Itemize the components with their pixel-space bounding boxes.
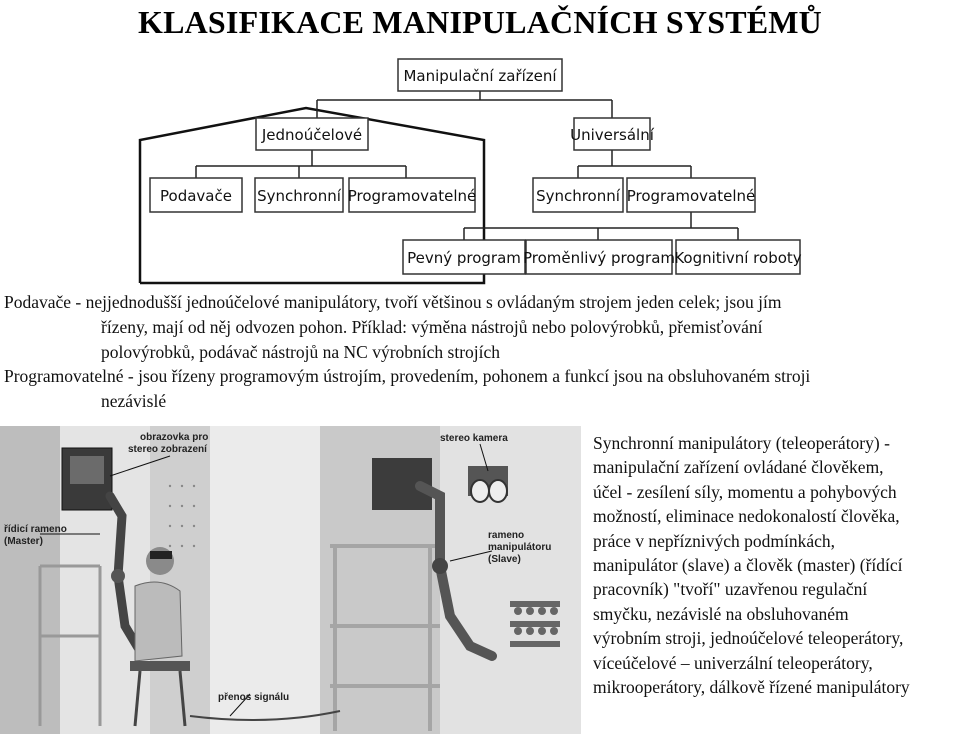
teleoperator-photo <box>0 426 581 734</box>
feeders-paragraph-line-2: řízeny, mají od něj odvozen pohon. Příklad: výměna nástrojů nebo polovýrobků, přemisťování <box>101 317 763 337</box>
feeders-paragraph-line-3: polovýrobků, podávač nástrojů na NC výrobních strojích <box>101 342 501 362</box>
caption-master-line-2: (Master) <box>4 536 43 547</box>
description-line: možností, eliminace nedokonalostí člověka, <box>593 506 900 527</box>
fixed-program-label: Pevný program <box>407 249 521 267</box>
stereo-camera <box>468 466 508 502</box>
programmable-label-1: Programovatelné <box>347 187 477 205</box>
description-line: účel - zesílení síly, momentu a pohybových <box>593 481 897 502</box>
synchronous-label-2: Synchronní <box>536 187 620 205</box>
feeders-paragraph-line-1: Podavače - nejjednodušší jednoúčelové manipulátory, tvoří většinou s ovládaným strojem jeden celek; jsou jím <box>4 292 782 312</box>
synchronous-label-1: Synchronní <box>257 187 341 205</box>
caption-slave-line-2: manipulátoru <box>488 542 552 553</box>
caption-camera: stereo kamera <box>440 433 508 444</box>
caption-master-line-1: řídicí rameno <box>4 524 67 535</box>
feeders-label: Podavače <box>160 187 232 205</box>
description-line: práce v nepříznivých podmínkách, <box>593 530 835 551</box>
programmable-label-2: Programovatelné <box>626 187 756 205</box>
synchronous-description <box>593 431 960 699</box>
description-line: manipulační zařízení ovládané člověkem, <box>593 457 884 478</box>
programmable-paragraph-line-1: Programovatelné - jsou řízeny programovým ústrojím, provedením, pohonem a funkcí jsou na obsluhovaném stroji <box>4 366 811 386</box>
caption-slave-line-3: (Slave) <box>488 554 521 565</box>
cognitive-robots-label: Kognitivní roboty <box>674 249 802 267</box>
description-line: Synchronní manipulátory (teleoperátory) - <box>593 433 890 453</box>
page-title: KLASIFIKACE MANIPULAČNÍCH SYSTÉMŮ <box>137 4 822 40</box>
description-line: víceúčelové – univerzální teleoperátory, <box>593 652 873 673</box>
description-line: pracovník) "tvoří" uzavřenou regulační <box>593 579 868 600</box>
description-line: manipulátor (slave) a člověk (master) (řídící <box>593 555 903 576</box>
caption-signal: přenos signálu <box>218 692 290 703</box>
description-line: smyčku, nezávislé na obsluhovaném <box>593 603 849 624</box>
caption-screen-line-2: stereo zobrazení <box>128 444 207 455</box>
variable-program-label: Proměnlivý program <box>522 249 676 267</box>
classification-diagram <box>0 0 960 290</box>
single-purpose-label: Jednoúčelové <box>261 126 363 144</box>
description-line: výrobním stroji, jednoúčelové teleoperátory, <box>593 628 904 649</box>
root-label: Manipulační zařízení <box>403 67 557 85</box>
caption-screen-line-1: obrazovka pro <box>140 432 209 443</box>
caption-slave-line-1: rameno <box>488 530 525 541</box>
universal-label: Universální <box>570 126 654 144</box>
description-line: mikrooperátory, dálkově řízené manipulátory <box>593 677 910 698</box>
operator-body <box>135 582 182 661</box>
programmable-paragraph-line-2: nezávislé <box>101 391 167 411</box>
